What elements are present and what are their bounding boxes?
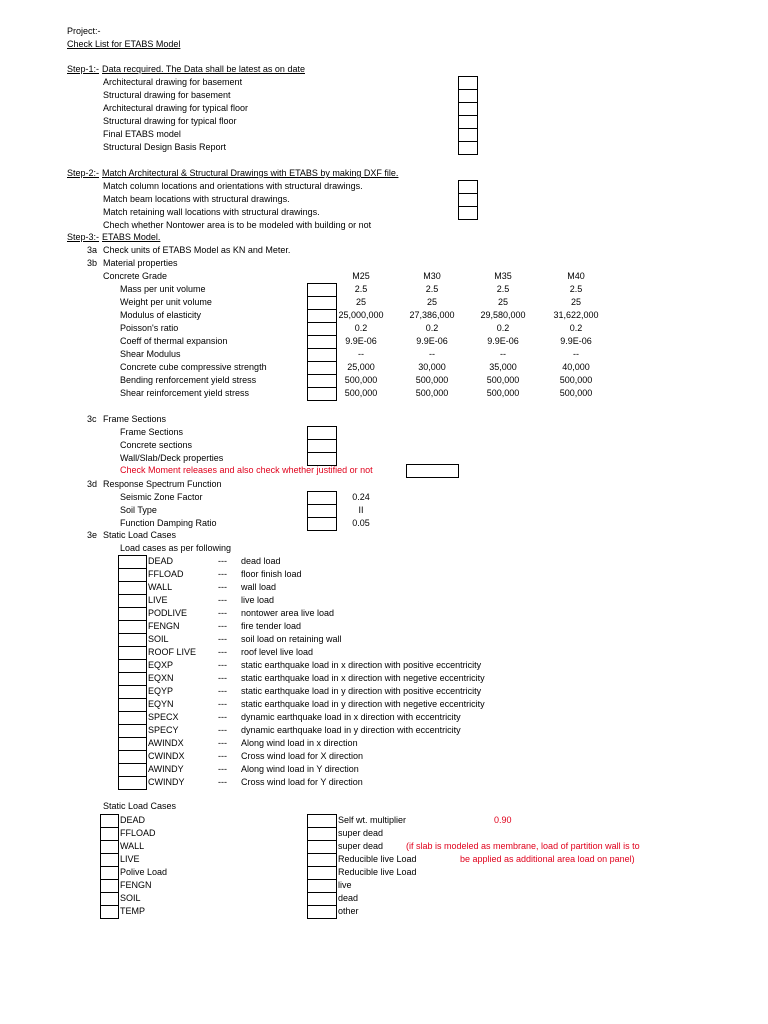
static-left-checkbox[interactable] — [100, 853, 119, 867]
static-left-checkbox[interactable] — [100, 866, 119, 880]
step2-label: Step-2:- — [67, 168, 100, 178]
material-value: 30,000 — [418, 362, 446, 372]
static-right-checkbox[interactable] — [307, 866, 337, 880]
static-right-checkbox[interactable] — [307, 879, 337, 893]
s3c-num: 3c — [87, 414, 97, 424]
material-value: 25,000,000 — [338, 310, 384, 320]
step1-item: Final ETABS model — [103, 129, 181, 139]
load-case-checkbox[interactable] — [118, 763, 147, 777]
load-case-separator: --- — [218, 634, 227, 644]
material-row-label: Shear reinforcement yield stress — [120, 388, 250, 398]
load-case-name: LIVE — [148, 595, 168, 605]
grade-header: M40 — [567, 271, 585, 281]
load-case-separator: --- — [218, 738, 227, 748]
load-case-checkbox[interactable] — [118, 646, 147, 660]
load-case-name: EQYN — [148, 699, 174, 709]
partition-note-line2: be applied as additional area load on panel) — [460, 854, 635, 864]
self-weight-multiplier-value: 0.90 — [494, 815, 512, 825]
s3a-num: 3a — [87, 245, 98, 255]
material-row-label: Weight per unit volume — [120, 297, 212, 307]
static-right-label: other — [338, 906, 359, 916]
step1-item: Structural Design Basis Report — [103, 142, 227, 152]
static-right-label: super dead — [338, 828, 384, 838]
step2-title: Match Architectural & Structural Drawings with ETABS by making DXF file. — [102, 168, 399, 178]
static-right-label: Reducible live Load — [338, 867, 417, 877]
load-case-checkbox[interactable] — [118, 659, 147, 673]
frame-section-item: Concrete sections — [120, 440, 193, 450]
load-case-separator: --- — [218, 660, 227, 670]
step1-item: Structural drawing for typical floor — [103, 116, 237, 126]
load-case-name: ROOF LIVE — [148, 647, 197, 657]
load-case-name: DEAD — [148, 556, 174, 566]
load-case-separator: --- — [218, 673, 227, 683]
step1-checkbox[interactable] — [458, 128, 478, 142]
static-left-checkbox[interactable] — [100, 905, 119, 919]
spectrum-value: 0.05 — [352, 518, 370, 528]
load-case-name: PODLIVE — [148, 608, 188, 618]
load-case-checkbox[interactable] — [118, 633, 147, 647]
step1-item: Architectural drawing for typical floor — [103, 103, 249, 113]
step3-title: ETABS Model. — [102, 232, 161, 242]
material-value: 27,386,000 — [409, 310, 455, 320]
material-value: 2.5 — [496, 284, 510, 294]
material-row-label: Bending renforcement yield stress — [120, 375, 257, 385]
step1-checkbox[interactable] — [458, 115, 478, 129]
load-case-description: Along wind load in Y direction — [241, 764, 359, 774]
load-case-description: static earthquake load in x direction with negetive eccentricity — [241, 673, 485, 683]
load-case-description: roof level live load — [241, 647, 314, 657]
load-case-separator: --- — [218, 712, 227, 722]
load-case-checkbox[interactable] — [118, 672, 147, 686]
step1-checkbox[interactable] — [458, 89, 478, 103]
load-case-description: Along wind load in x direction — [241, 738, 358, 748]
static-left-label: WALL — [120, 841, 145, 851]
material-value: 500,000 — [559, 375, 593, 385]
load-case-description: live load — [241, 595, 275, 605]
load-case-description: wall load — [241, 582, 277, 592]
load-case-separator: --- — [218, 699, 227, 709]
material-value: -- — [573, 349, 579, 359]
s3d-num: 3d — [87, 479, 98, 489]
static-left-label: LIVE — [120, 854, 140, 864]
load-case-description: dead load — [241, 556, 281, 566]
static-right-label: dead — [338, 893, 359, 903]
load-case-separator: --- — [218, 686, 227, 696]
static-left-checkbox[interactable] — [100, 840, 119, 854]
load-case-checkbox[interactable] — [118, 555, 147, 569]
load-case-name: FFLOAD — [148, 569, 184, 579]
load-case-separator: --- — [218, 582, 227, 592]
static-left-checkbox[interactable] — [100, 892, 119, 906]
load-case-name: SOIL — [148, 634, 169, 644]
s3e-title: Static Load Cases — [103, 530, 177, 540]
load-case-description: dynamic earthquake load in x direction with eccentricity — [241, 712, 461, 722]
load-case-checkbox[interactable] — [118, 568, 147, 582]
spectrum-value: II — [358, 505, 364, 515]
material-row-label: Concrete cube compressive strength — [120, 362, 267, 372]
checklist-title: Check List for ETABS Model — [67, 39, 181, 49]
load-case-separator: --- — [218, 647, 227, 657]
material-value: 500,000 — [415, 388, 449, 398]
material-value: 2.5 — [569, 284, 583, 294]
step2-item: Chech whether Nontower area is to be modeled with building or not — [103, 220, 372, 230]
material-value: 29,580,000 — [480, 310, 526, 320]
step1-label: Step-1:- — [67, 64, 100, 74]
moment-release-note: Check Moment releases and also check whether justified or not — [120, 465, 373, 475]
material-value: 25 — [355, 297, 366, 307]
static2-title: Static Load Cases — [103, 801, 177, 811]
load-case-separator: --- — [218, 608, 227, 618]
material-row-label: Modulus of elasticity — [120, 310, 202, 320]
static-left-checkbox[interactable] — [100, 879, 119, 893]
material-value: 500,000 — [344, 388, 378, 398]
material-value: 9.9E-06 — [487, 336, 519, 346]
step1-checkbox[interactable] — [458, 102, 478, 116]
partition-note-line1: (if slab is modeled as membrane, load of partition wall is to — [406, 841, 640, 851]
load-case-separator: --- — [218, 556, 227, 566]
load-case-separator: --- — [218, 751, 227, 761]
load-case-name: FENGN — [148, 621, 180, 631]
load-case-checkbox[interactable] — [118, 711, 147, 725]
material-value: -- — [358, 349, 364, 359]
material-value: 25 — [426, 297, 437, 307]
s3e-subtitle: Load cases as per following — [120, 543, 232, 553]
material-row-label: Coeff of thermal expansion — [120, 336, 228, 346]
material-value: 25,000 — [347, 362, 375, 372]
step1-item: Architectural drawing for basement — [103, 77, 243, 87]
load-case-description: nontower area live load — [241, 608, 335, 618]
step1-checkbox[interactable] — [458, 76, 478, 90]
grade-header: M35 — [494, 271, 512, 281]
load-case-description: static earthquake load in y direction with positive eccentricity — [241, 686, 482, 696]
material-row-label: Poisson's ratio — [120, 323, 179, 333]
static-left-label: TEMP — [120, 906, 146, 916]
static-left-checkbox[interactable] — [100, 814, 119, 828]
static-left-label: SOIL — [120, 893, 141, 903]
load-case-checkbox[interactable] — [118, 698, 147, 712]
material-value: 500,000 — [486, 388, 520, 398]
project-label: Project:- — [67, 26, 101, 36]
material-value: 2.5 — [425, 284, 439, 294]
load-case-name: CWINDX — [148, 751, 185, 761]
step3-label: Step-3:- — [67, 232, 100, 242]
spectrum-label: Soil Type — [120, 505, 157, 515]
s3b-num: 3b — [87, 258, 98, 268]
load-case-separator: --- — [218, 621, 227, 631]
load-case-name: EQXP — [148, 660, 174, 670]
material-value: 0.2 — [496, 323, 510, 333]
load-case-name: WALL — [148, 582, 173, 592]
load-case-separator: --- — [218, 725, 227, 735]
static-left-label: DEAD — [120, 815, 146, 825]
load-case-description: Cross wind load for Y direction — [241, 777, 363, 787]
material-value: 0.2 — [354, 323, 368, 333]
load-case-name: AWINDX — [148, 738, 184, 748]
material-value: 0.2 — [425, 323, 439, 333]
material-value: 9.9E-06 — [560, 336, 592, 346]
step2-item: Match beam locations with structural drawings. — [103, 194, 290, 204]
load-case-description: floor finish load — [241, 569, 302, 579]
load-case-separator: --- — [218, 764, 227, 774]
load-case-checkbox[interactable] — [118, 724, 147, 738]
material-value: 0.2 — [569, 323, 583, 333]
material-row-label: Mass per unit volume — [120, 284, 206, 294]
material-value: 2.5 — [354, 284, 368, 294]
static-left-label: Polive Load — [120, 867, 168, 877]
material-value: -- — [429, 349, 435, 359]
load-case-name: CWINDY — [148, 777, 185, 787]
material-value: 9.9E-06 — [416, 336, 448, 346]
s3e-num: 3e — [87, 530, 98, 540]
grade-header: M25 — [352, 271, 370, 281]
static-right-checkbox[interactable] — [307, 814, 337, 828]
material-value: 40,000 — [562, 362, 590, 372]
load-case-checkbox[interactable] — [118, 685, 147, 699]
load-case-checkbox[interactable] — [118, 581, 147, 595]
static-right-checkbox[interactable] — [307, 827, 337, 841]
static-left-label: FFLOAD — [120, 828, 156, 838]
load-case-name: EQYP — [148, 686, 174, 696]
material-row-label: Shear Modulus — [120, 349, 181, 359]
load-case-description: fire tender load — [241, 621, 302, 631]
static-right-checkbox[interactable] — [307, 905, 337, 919]
load-case-checkbox[interactable] — [118, 607, 147, 621]
step2-item: Match column locations and orientations with structural drawings. — [103, 181, 363, 191]
s3c-title: Frame Sections — [103, 414, 167, 424]
concrete-grade-label: Concrete Grade — [103, 271, 168, 281]
s3b-title: Material properties — [103, 258, 178, 268]
frame-section-item: Frame Sections — [120, 427, 184, 437]
step1-title: Data recquired. The Data shall be latest as on date — [102, 64, 305, 74]
load-case-description: dynamic earthquake load in y direction with eccentricity — [241, 725, 461, 735]
load-case-name: SPECX — [148, 712, 179, 722]
load-case-separator: --- — [218, 569, 227, 579]
static-right-checkbox[interactable] — [307, 840, 337, 854]
step1-item: Structural drawing for basement — [103, 90, 231, 100]
step2-checkbox[interactable] — [458, 180, 478, 194]
load-case-name: SPECY — [148, 725, 179, 735]
material-value: 31,622,000 — [553, 310, 599, 320]
moment-release-checkbox[interactable] — [406, 464, 459, 478]
step2-item: Match retaining wall locations with structural drawings. — [103, 207, 320, 217]
spectrum-label: Function Damping Ratio — [120, 518, 217, 528]
static-right-checkbox[interactable] — [307, 853, 337, 867]
static-right-label: Self wt. multiplier — [338, 815, 407, 825]
static-right-label: live — [338, 880, 352, 890]
static-right-label: Reducible live Load — [338, 854, 417, 864]
step1-checkbox[interactable] — [458, 141, 478, 155]
load-case-name: AWINDY — [148, 764, 184, 774]
material-value: 9.9E-06 — [345, 336, 377, 346]
load-case-checkbox[interactable] — [118, 737, 147, 751]
load-case-checkbox[interactable] — [118, 750, 147, 764]
spectrum-value: 0.24 — [352, 492, 370, 502]
load-case-description: Cross wind load for X direction — [241, 751, 364, 761]
load-case-separator: --- — [218, 777, 227, 787]
s3d-title: Response Spectrum Function — [103, 479, 222, 489]
material-value: 500,000 — [486, 375, 520, 385]
static-left-checkbox[interactable] — [100, 827, 119, 841]
material-value: 500,000 — [559, 388, 593, 398]
load-case-description: static earthquake load in x direction with positive eccentricity — [241, 660, 482, 670]
load-case-description: soil load on retaining wall — [241, 634, 342, 644]
frame-section-checkbox[interactable] — [307, 452, 337, 466]
material-value: 500,000 — [344, 375, 378, 385]
s3a-text: Check units of ETABS Model as KN and Meter. — [103, 245, 291, 255]
frame-section-checkbox[interactable] — [307, 439, 337, 453]
load-case-checkbox[interactable] — [118, 594, 147, 608]
static-left-label: FENGN — [120, 880, 152, 890]
static-right-checkbox[interactable] — [307, 892, 337, 906]
frame-section-item: Wall/Slab/Deck properties — [120, 453, 224, 463]
material-value: 25 — [497, 297, 508, 307]
step2-checkbox[interactable] — [458, 193, 478, 207]
load-case-description: static earthquake load in y direction with negetive eccentricity — [241, 699, 485, 709]
grade-header: M30 — [423, 271, 441, 281]
load-case-separator: --- — [218, 595, 227, 605]
load-case-checkbox[interactable] — [118, 776, 147, 790]
material-value: 35,000 — [489, 362, 517, 372]
load-case-name: EQXN — [148, 673, 174, 683]
static-right-label: super dead — [338, 841, 384, 851]
material-value: 500,000 — [415, 375, 449, 385]
spectrum-label: Seismic Zone Factor — [120, 492, 203, 502]
material-value: 25 — [570, 297, 581, 307]
material-value: -- — [500, 349, 506, 359]
step2-checkbox[interactable] — [458, 206, 478, 220]
load-case-checkbox[interactable] — [118, 620, 147, 634]
frame-section-checkbox[interactable] — [307, 426, 337, 440]
